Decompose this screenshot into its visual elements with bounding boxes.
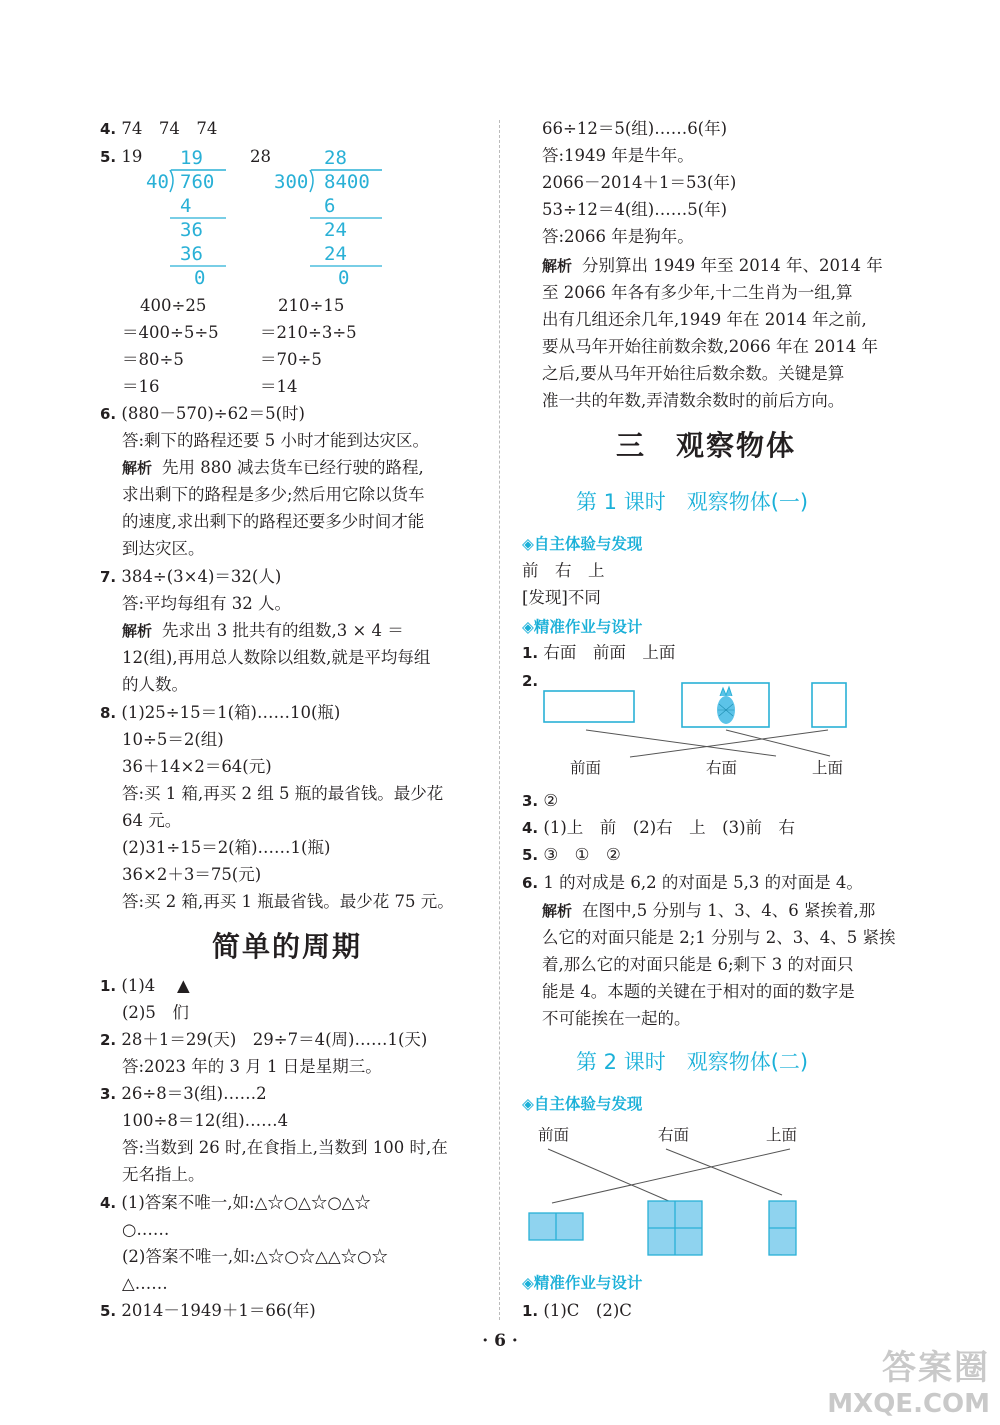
fig1-label-front: 前面 xyxy=(570,759,602,777)
r-top-4: 答:2066 年是狗年。 xyxy=(542,227,694,246)
p1-line-0: 1. (1)4 ▲ xyxy=(100,976,190,995)
p2-line-1: 答:2023 年的 3 月 1 日是星期三。 xyxy=(122,1057,382,1076)
q7-line-0: 7. 384÷(3×4)＝32(人) xyxy=(100,567,282,586)
match-line-2 xyxy=(630,730,828,757)
q8-line-5: (2)31÷15＝2(箱)……1(瓶) xyxy=(122,838,331,857)
lesson-1-title: 第 1 课时 观察物体(一) xyxy=(576,490,809,514)
match2-line-2 xyxy=(666,1149,782,1195)
r-top-2: 2066－2014＋1＝53(年) xyxy=(542,173,737,192)
r-top-3: 53÷12＝4(组)……5(年) xyxy=(542,200,728,219)
b2-q1: 1. (1)C (2)C xyxy=(522,1301,632,1320)
fig2-label-right: 右面 xyxy=(658,1126,690,1144)
div2-bracket xyxy=(310,170,313,192)
calc-a-1: ＝400÷5÷5 xyxy=(122,323,219,342)
q8-line-6: 36×2＋3＝75(元) xyxy=(122,865,262,884)
calc-b-0: 210÷15 xyxy=(278,296,345,315)
div1-r3: 36 xyxy=(180,243,203,265)
q6-line-0: 6. (880－570)÷62＝5(时) xyxy=(100,404,305,423)
div2-dividend: 8400 xyxy=(324,171,370,193)
b1-q2: 2. xyxy=(522,672,539,690)
r-jx-0: 解析 分别算出 1949 年至 2014 年、2014 年 xyxy=(542,256,883,275)
r-top-1: 答:1949 年是牛年。 xyxy=(542,146,694,165)
calc-b-2: ＝70÷5 xyxy=(260,350,322,369)
div1-dividend: 760 xyxy=(180,171,215,193)
pineapple-icon xyxy=(717,687,735,724)
q6-jx-0: 解析 先用 880 减去货车已经行驶的路程, xyxy=(122,458,424,477)
p2-line-0: 2. 28＋1＝29(天) 29÷7＝4(周)……1(天) xyxy=(100,1030,428,1049)
p4-line-0: 4. (1)答案不唯一,如:△☆○△☆○△☆ xyxy=(100,1193,371,1212)
match-line-1 xyxy=(586,730,776,756)
match2-line-1 xyxy=(548,1149,678,1205)
jx6-2: 着,那么它的对面只能是 6;剩下 3 的对面只 xyxy=(542,955,854,974)
match2-line-3 xyxy=(552,1149,790,1203)
cube-view-c xyxy=(769,1201,796,1255)
figure-views-2 xyxy=(520,1145,840,1263)
watermark xyxy=(827,1340,990,1419)
r-jx-1: 至 2066 年各有多少年,十二生肖为一组,算 xyxy=(542,283,853,302)
b1-q5: 5. ③ ① ② xyxy=(522,845,621,864)
jx6-3: 能是 4。本题的关键在于相对的面的数字是 xyxy=(542,982,855,1001)
sub-heading-experience-2: ◈自主体验与发现 xyxy=(522,1095,643,1113)
r-jx-5: 准一共的年数,弄清数余数时的前后方向。 xyxy=(542,391,845,410)
column-divider xyxy=(499,120,500,1320)
p3-line-2: 答:当数到 26 时,在食指上,当数到 100 时,在 xyxy=(122,1138,448,1157)
calc-b-3: ＝14 xyxy=(260,377,298,396)
b1-q6: 6. 1 的对成是 6,2 的对面是 5,3 的对面是 4。 xyxy=(522,873,863,892)
q8-line-2: 36＋14×2＝64(元) xyxy=(122,757,272,776)
fig2-label-front: 前面 xyxy=(538,1126,570,1144)
q8-line-4: 64 元。 xyxy=(122,811,182,830)
page-number: · 6 · xyxy=(482,1331,518,1351)
div1-r2: 36 xyxy=(180,219,203,241)
div2-r2: 24 xyxy=(324,219,347,241)
q6-jx-1: 求出剩下的路程是多少;然后用它除以货车 xyxy=(122,485,425,504)
q5-answer-b: 28 xyxy=(250,147,271,166)
jx6-0: 解析 在图中,5 分别与 1、3、4、6 紧挨着,那 xyxy=(542,901,876,920)
div1-bracket xyxy=(170,170,173,192)
calc-a-2: ＝80÷5 xyxy=(122,350,184,369)
b1-q3: 3. ② xyxy=(522,791,559,810)
fig1-label-right: 右面 xyxy=(706,759,738,777)
r-jx-2: 出有几组还余几年,1949 年在 2014 年之前, xyxy=(542,310,867,329)
p1-line-1: (2)5 们 xyxy=(122,1003,189,1022)
p3-line-0: 3. 26÷8＝3(组)……2 xyxy=(100,1084,267,1103)
view-box-top xyxy=(812,683,846,727)
watermark-url: MXQE.COM xyxy=(827,1389,990,1419)
jx6-4: 不可能挨在一起的。 xyxy=(542,1009,691,1028)
div1-divisor: 40 xyxy=(146,171,169,193)
chapter-title: 三 观察物体 xyxy=(616,429,797,462)
r-jx-3: 要从马年开始往前数余数,2066 年在 2014 年 xyxy=(542,337,878,356)
cube-view-a xyxy=(529,1213,583,1240)
p4-line-2: (2)答案不唯一,如:△☆○☆△△☆○☆ xyxy=(122,1247,389,1266)
cube-view-b xyxy=(648,1201,702,1255)
match-line-3 xyxy=(726,730,830,756)
b1-q4: 4. (1)上 前 (2)右 上 (3)前 右 xyxy=(522,818,796,837)
r-jx-4: 之后,要从马年开始往后数余数。关键是算 xyxy=(542,364,845,383)
q5-label: 5. 19 xyxy=(100,147,143,166)
fig2-label-top: 上面 xyxy=(766,1126,798,1144)
q6-line-1: 答:剩下的路程还要 5 小时才能到达灾区。 xyxy=(122,431,430,450)
long-division-2 xyxy=(272,146,387,291)
div2-quotient: 28 xyxy=(324,147,347,169)
p5: 5. 2014－1949＋1＝66(年) xyxy=(100,1301,316,1320)
q8-line-3: 答:买 1 箱,再买 2 组 5 瓶的最省钱。最少花 xyxy=(122,784,444,803)
section-title-periodic: 简单的周期 xyxy=(212,930,363,963)
p4-line-3: △…… xyxy=(122,1274,168,1293)
r-top-0: 66÷12＝5(组)……6(年) xyxy=(542,119,728,138)
sub-heading-homework-2: ◈精准作业与设计 xyxy=(522,1274,643,1292)
a1-line-0: 前 右 上 xyxy=(522,561,605,580)
q7-jx-1: 12(组),再用总人数除以组数,就是平均每组 xyxy=(122,648,431,667)
q8-line-1: 10÷5＝2(组) xyxy=(122,730,224,749)
q7-jx-0: 解析 先求出 3 批共有的组数,3 × 4 ＝ xyxy=(122,621,404,640)
view-box-front xyxy=(544,691,634,722)
div2-r3: 24 xyxy=(324,243,347,265)
calc-a-0: 400÷25 xyxy=(140,296,207,315)
q6-jx-2: 的速度,求出剩下的路程还要多少时间才能 xyxy=(122,512,425,531)
b1-q1: 1. 右面 前面 上面 xyxy=(522,643,676,662)
jx6-1: 么它的对面只能是 2;1 分别与 2、3、4、5 紧挨 xyxy=(542,928,896,947)
a1-line-1: [发现]不同 xyxy=(522,588,601,607)
calc-a-3: ＝16 xyxy=(122,377,160,396)
fig1-label-top: 上面 xyxy=(812,759,844,777)
div2-divisor: 300 xyxy=(274,171,309,193)
div1-r4: 0 xyxy=(194,267,206,289)
q4: 4. 74 74 74 xyxy=(100,119,218,138)
p3-line-3: 无名指上。 xyxy=(122,1165,205,1184)
div1-r1: 4 xyxy=(180,195,192,217)
div1-quotient: 19 xyxy=(180,147,203,169)
lesson-2-title: 第 2 课时 观察物体(二) xyxy=(576,1050,809,1074)
q7-jx-2: 的人数。 xyxy=(122,675,188,694)
sub-heading-experience-1: ◈自主体验与发现 xyxy=(522,535,643,553)
q8-line-7: 答:买 2 箱,再买 1 瓶最省钱。最少花 75 元。 xyxy=(122,892,454,911)
long-division-1 xyxy=(140,146,240,291)
q8-line-0: 8. (1)25÷15＝1(箱)……10(瓶) xyxy=(100,703,341,722)
q6-jx-3: 到达灾区。 xyxy=(122,539,205,558)
q7-line-1: 答:平均每组有 32 人。 xyxy=(122,594,292,613)
div2-r1: 6 xyxy=(324,195,336,217)
p4-line-1: ○…… xyxy=(122,1220,170,1239)
sub-heading-homework-1: ◈精准作业与设计 xyxy=(522,618,643,636)
calc-b-1: ＝210÷3÷5 xyxy=(260,323,357,342)
p3-line-1: 100÷8＝12(组)……4 xyxy=(122,1111,289,1130)
watermark-logo: 答案圈 xyxy=(882,1348,990,1388)
div2-r4: 0 xyxy=(338,267,350,289)
triangle-icon: ▲ xyxy=(177,976,190,995)
